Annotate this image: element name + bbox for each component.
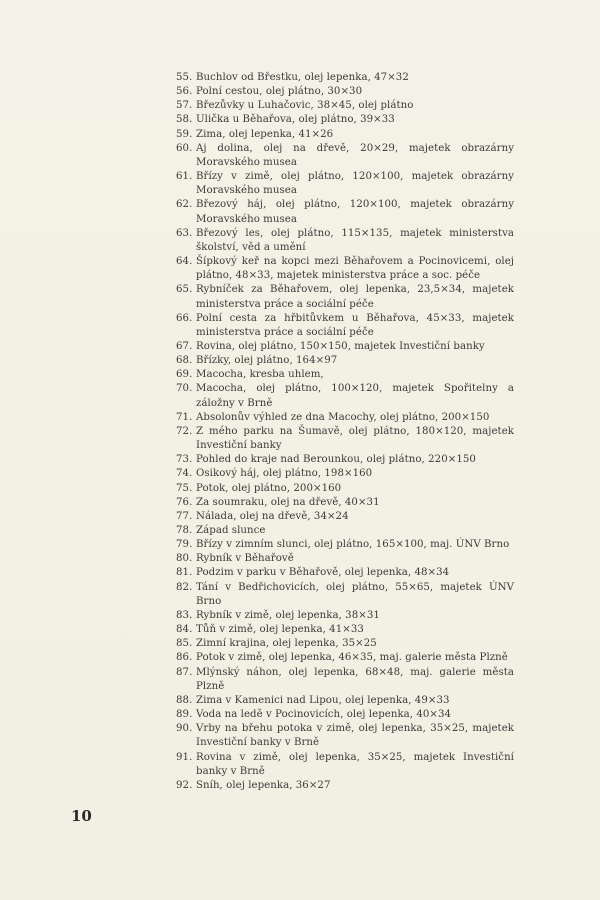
entry-description: Polní cesta za hřbitůvkem u Běhařova, 45×33, majetek ministerstva práce a sociální péče (196, 312, 514, 338)
catalogue-entry (176, 581, 514, 609)
entry-description: Šípkový keř na kopci mezi Běhařovem a Pocinovicemi, olej plátno, 48×33, majetek ministerstva práce a soc. péče (196, 256, 514, 282)
entry-number: 73. (176, 454, 193, 466)
entry-number: 82. (176, 581, 193, 593)
catalogue-entry (176, 453, 514, 467)
entry-description: Pohled do kraje nad Berounkou, olej plátno, 220×150 (196, 454, 476, 466)
entry-description: Macocha, kresba uhlem, (196, 369, 324, 381)
entry-number: 84. (176, 624, 193, 636)
catalogue-entry (176, 354, 514, 368)
catalogue-entry (176, 496, 514, 510)
entry-number: 79. (176, 539, 193, 551)
catalogue-entry (176, 368, 514, 382)
catalogue-entry (176, 283, 514, 311)
entry-description: Polní cestou, olej plátno, 30×30 (196, 86, 363, 98)
entry-description: Potok, olej plátno, 200×160 (196, 482, 342, 494)
entry-description: Rybníček za Běhařovem, olej lepenka, 23,5×34, majetek ministerstva práce a sociální péče (196, 284, 514, 310)
entry-description: Rybník v Běhařově (196, 553, 294, 565)
entry-description: Sníh, olej lepenka, 36×27 (196, 779, 331, 791)
entry-number: 76. (176, 496, 193, 508)
catalogue-entry (176, 312, 514, 340)
entry-description: Vrby na břehu potoka v zimě, olej lepenka, 35×25, majetek Investiční banky v Brně (196, 723, 514, 749)
entry-number: 58. (176, 114, 193, 126)
entry-description: Březůvky u Luhačovic, 38×45, olej plátno (196, 100, 414, 112)
entry-description: Z mého parku na Šumavě, olej plátno, 180×120, majetek Investiční banky (196, 425, 514, 452)
entry-description: Ulička u Běhařova, olej plátno, 39×33 (196, 114, 395, 126)
entry-description: Břízy v zimním slunci, olej plátno, 165×100, maj. ÚNV Brno (196, 539, 510, 551)
catalogue-entry (176, 552, 514, 566)
entry-number: 72. (176, 425, 193, 437)
entry-number: 67. (176, 340, 193, 352)
entry-number: 83. (176, 609, 193, 621)
catalogue-entry (176, 524, 514, 538)
catalogue-entry (176, 467, 514, 481)
entry-description: Absolonův výhled ze dna Macochy, olej plátno, 200×150 (196, 411, 490, 423)
entry-number: 68. (176, 355, 193, 367)
entry-number: 80. (176, 553, 193, 565)
entry-number: 81. (176, 567, 193, 579)
catalogue-entry (176, 779, 514, 793)
catalogue-entry (176, 128, 514, 142)
catalogue-entry (176, 71, 514, 85)
entry-description: Rybník v zimě, olej lepenka, 38×31 (196, 609, 380, 621)
entry-number: 87. (176, 666, 193, 678)
catalogue-entry (176, 651, 514, 665)
entry-number: 61. (176, 171, 193, 183)
entry-description: Zima, olej lepenka, 41×26 (196, 128, 334, 140)
entry-description: Podzim v parku v Běhařově, olej lepenka, 48×34 (196, 567, 450, 579)
entry-number: 65. (176, 284, 193, 296)
catalogue-entry (176, 482, 514, 496)
entry-description: Nálada, olej na dřevě, 34×24 (196, 510, 349, 522)
catalogue-entry (176, 666, 514, 694)
entry-description: Břízy v zimě, olej plátno, 120×100, majetek obrazárny Moravského musea (196, 171, 514, 197)
entry-number: 86. (176, 652, 193, 664)
entry-number: 59. (176, 128, 193, 140)
entry-number: 74. (176, 468, 193, 480)
catalogue-entry (176, 708, 514, 722)
entry-description: Západ slunce (196, 525, 266, 536)
entry-number: 75. (176, 482, 193, 494)
catalogue-entry (176, 142, 514, 170)
catalogue-entry (176, 382, 514, 410)
catalogue-entry (176, 623, 514, 637)
catalogue-entry (176, 198, 514, 226)
artwork-catalogue-list (176, 71, 514, 793)
entry-description: Březový háj, olej plátno, 120×100, majetek obrazárny Moravského musea (196, 199, 514, 225)
entry-number: 56. (176, 86, 193, 98)
entry-number: 66. (176, 312, 193, 324)
catalogue-entry (176, 113, 514, 127)
catalogue-entry (176, 751, 514, 779)
catalogue-entry (176, 227, 514, 255)
catalogue-entry (176, 425, 514, 453)
entry-number: 90. (176, 723, 193, 735)
entry-number: 62. (176, 199, 193, 211)
catalogue-entry (176, 170, 514, 198)
entry-number: 85. (176, 638, 193, 650)
catalogue-entry (176, 566, 514, 580)
entry-description: Macocha, olej plátno, 100×120, majetek Spořitelny a záložny v Brně (196, 383, 514, 409)
entry-description: Za soumraku, olej na dřevě, 40×31 (196, 496, 380, 508)
catalogue-entry (176, 538, 514, 552)
entry-number: 64. (176, 256, 193, 268)
entry-number: 71. (176, 411, 193, 423)
catalogue-entry (176, 99, 514, 113)
entry-description: Mlýnský náhon, olej lepenka, 68×48, maj. galerie města Plzně (196, 666, 514, 692)
entry-description: Březový les, olej plátno, 115×135, majetek ministerstva školství, věd a umění (196, 227, 514, 253)
entry-number: 69. (176, 369, 193, 381)
catalogue-entry (176, 694, 514, 708)
entry-number: 63. (176, 227, 193, 239)
entry-description: Voda na ledě v Pocinovicích, olej lepenka, 40×34 (196, 709, 452, 721)
entry-description: Osikový háj, olej plátno, 198×160 (196, 468, 373, 480)
catalogue-entry (176, 255, 514, 283)
entry-description: Buchlov od Břestku, olej lepenka, 47×32 (196, 72, 409, 83)
entry-description: Zimní krajina, olej lepenka, 35×25 (196, 638, 377, 650)
entry-number: 78. (176, 525, 193, 536)
entry-description: Rovina v zimě, olej lepenka, 35×25, majetek Investiční banky v Brně (196, 751, 514, 777)
entry-description: Aj dolina, olej na dřevě, 20×29, majetek obrazárny Moravského musea (196, 142, 514, 168)
entry-number: 55. (176, 72, 193, 83)
entry-description: Tání v Bedřichovicích, olej plátno, 55×65, majetek ÚNV Brno (196, 581, 514, 607)
entry-number: 70. (176, 383, 193, 395)
catalogue-entry (176, 637, 514, 651)
entry-number: 77. (176, 510, 193, 522)
entry-description: Potok v zimě, olej lepenka, 46×35, maj. galerie města Plzně (196, 652, 508, 664)
catalogue-entry (176, 85, 514, 99)
catalogue-entry (176, 411, 514, 425)
entry-number: 91. (176, 751, 193, 763)
catalogue-entry (176, 340, 514, 354)
entry-description: Zima v Kamenici nad Lipou, olej lepenka, 49×33 (196, 694, 450, 706)
entry-description: Břízky, olej plátno, 164×97 (196, 355, 338, 367)
entry-description: Rovina, olej plátno, 150×150, majetek Investiční banky (196, 340, 485, 352)
catalogue-entry (176, 609, 514, 623)
catalogue-entry (176, 722, 514, 750)
entry-description: Tůň v zimě, olej lepenka, 41×33 (196, 624, 364, 636)
entry-number: 57. (176, 100, 193, 112)
page-number: 10 (71, 807, 92, 825)
entry-number: 60. (176, 142, 193, 154)
entry-number: 89. (176, 709, 193, 721)
entry-number: 92. (176, 779, 193, 791)
catalogue-entry (176, 510, 514, 524)
entry-number: 88. (176, 694, 193, 706)
